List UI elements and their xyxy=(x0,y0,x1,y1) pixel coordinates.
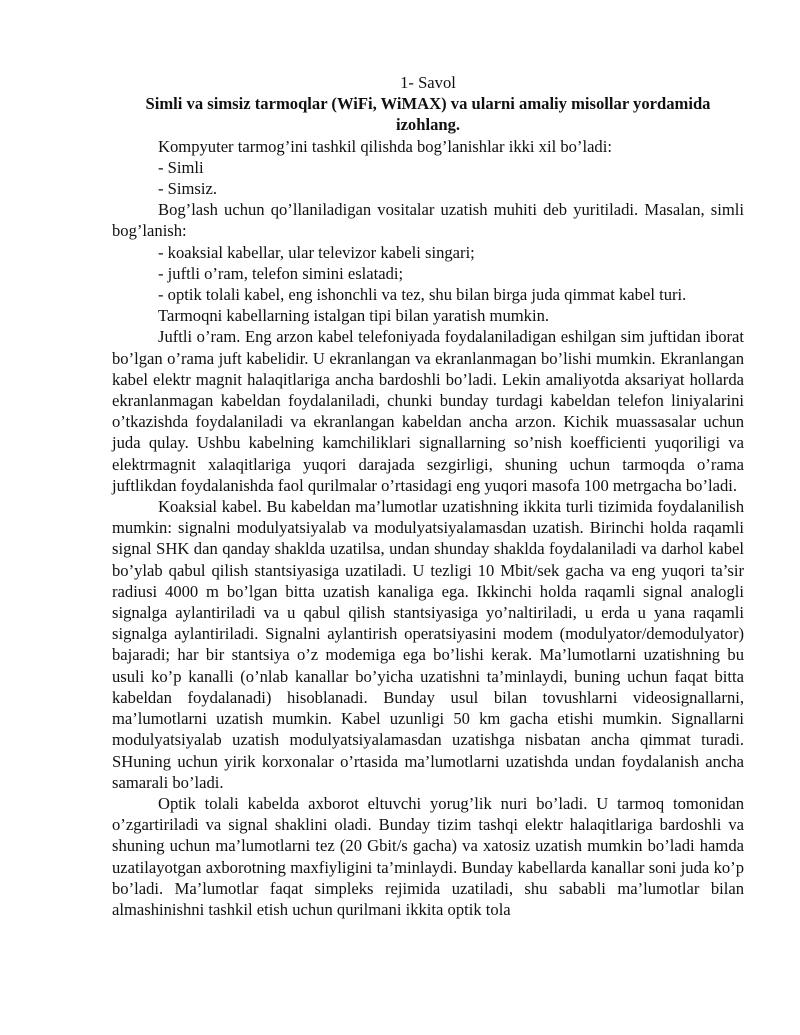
intro-paragraph: Kompyuter tarmog’ini tashkil qilishda bog’lanishlar ikki xil bo’ladi: xyxy=(158,136,612,156)
optical-paragraph: Optik tolali kabelda axborot eltuvchi yorug’lik nuri bo’ladi. U tarmoq tomonidan o’zgartiriladi va signal shaklini oladi. Bunday tizim tashqi elektr halaqitlariga bardoshli va shuning uchun ma’lumotlarni tez (20 Gbit/s gacha) va xatosiz uzatish mumkin bo’ladi hamda uzatilayotgan axborotning maxfiyligini ta’minlaydi. Bunday kabellarda kanallar soni juda ko’p bo’ladi. Ma’lumotlar faqat simpleks rejimida uzatiladi, shu sababli ma’lumotlar bilan almashinishni tashkil etish uchun qurilmani ikkita optik tola xyxy=(112,793,744,919)
media-paragraph: Bog’lash uchun qo’llaniladigan vositalar uzatish muhiti deb yuritiladi. Masalan, simli bog’lanish: xyxy=(112,200,744,241)
any-type-paragraph: Tarmoqni kabellarning istalgan tipi bilan yaratish mumkin. xyxy=(158,306,550,326)
page-title: Simli va simsiz tarmoqlar (WiFi, WiMAX) va ularni amaliy misollar yordamida izohlang. xyxy=(145,94,711,135)
twisted-pair-paragraph: Juftli o’ram. Eng arzon kabel telefoniyada foydalaniladigan eshilgan sim juftidan iborat bo’lgan o’rama juft kabelidir. U ekranlangan va ekranlanmagan bo’lishi mumkin. Ekranlangan kabel elektr magnit halaqitlariga ancha bardoshli bo’ladi. Lekin amaliyotda aksariyat hollarda ekranlanmagan kabeldan foydalaniladi, chunki bunday turdagi kabeldan telefon liniyalarini o’tkazishda foydalaniladi va ekranlangan kabeldan ancha arzon. Kichik muassasalar uchun juda qulay. Ushbu kabelning kamchiliklari signallarning so’nish koefficienti yuqoriligi va elektrmagnit xalaqitlariga yuqori darajada sezgirligi, shuning uchun tarmoqda o’rama juftlikdan foydalanishda faol qurilmalar o’rtasidagi eng yuqori masofa 100 metrgacha bo’ladi. xyxy=(112,327,744,495)
list-item: - Simsiz. xyxy=(158,179,218,199)
list-item: - Simli xyxy=(158,157,204,177)
question-number: 1- Savol xyxy=(400,73,456,92)
coaxial-paragraph: Koaksial kabel. Bu kabeldan ma’lumotlar uzatishning ikkita turli tizimida foydalanilish mumkin: signalni modulyatsiyalab va modulyatsiyalamasdan uzatish. Birinchi holda raqamli signal SHK dan qanday shaklda uzatilsa, undan shunday shaklda foydalaniladi va darhol kabel bo’ylab qabul qilish stantsiyasiga uzatiladi. U tezligi 10 Mbit/sek gacha va eng yuqori ta’sir radiusi 4000 m bo’lgan bitta uzatish kanaliga ega. Ikkinchi holda raqamli signal analogli signalga aylantiriladi va u qabul qilish stantsiyasiga yo’naltiriladi, u erda u yana raqamli signalga aylantiriladi. Signalni aylantirish operatsiyasini modem (modulyator/demodulyator) bajaradi; har bir stantsiya o’z modemiga ega bo’lishi kerak. Ma’lumotlarni uzatishning bu usuli ko’p kanalli (o’nlab kanallar bo’yicha uzatishni ta’minlaydi, buning uchun faqat bitta kabeldan foydalanadi) hisoblanadi. Bunday usul bilan tovushlarni videosignallarni, ma’lumotlarni uzatish mumkin. Kabel uzunligi 50 km gacha etishi mumkin. Signallarni modulyatsiyalab uzatish modulyatsiyalamasdan uzatishga nisbatan ancha qimmat turadi. SHuning uchun yirik korxonalar o’rtasida ma’lumotlarni uzatishda undan foydalanish ancha samarali bo’ladi. xyxy=(112,497,744,792)
list-item: - koaksial kabellar, ular televizor kabeli singari; xyxy=(158,242,475,262)
list-item: - optik tolali kabel, eng ishonchli va tez, shu bilan birga juda qimmat kabel turi. xyxy=(158,285,687,305)
list-item: - juftli o’ram, telefon simini eslatadi; xyxy=(158,263,404,283)
page-content xyxy=(112,72,744,920)
